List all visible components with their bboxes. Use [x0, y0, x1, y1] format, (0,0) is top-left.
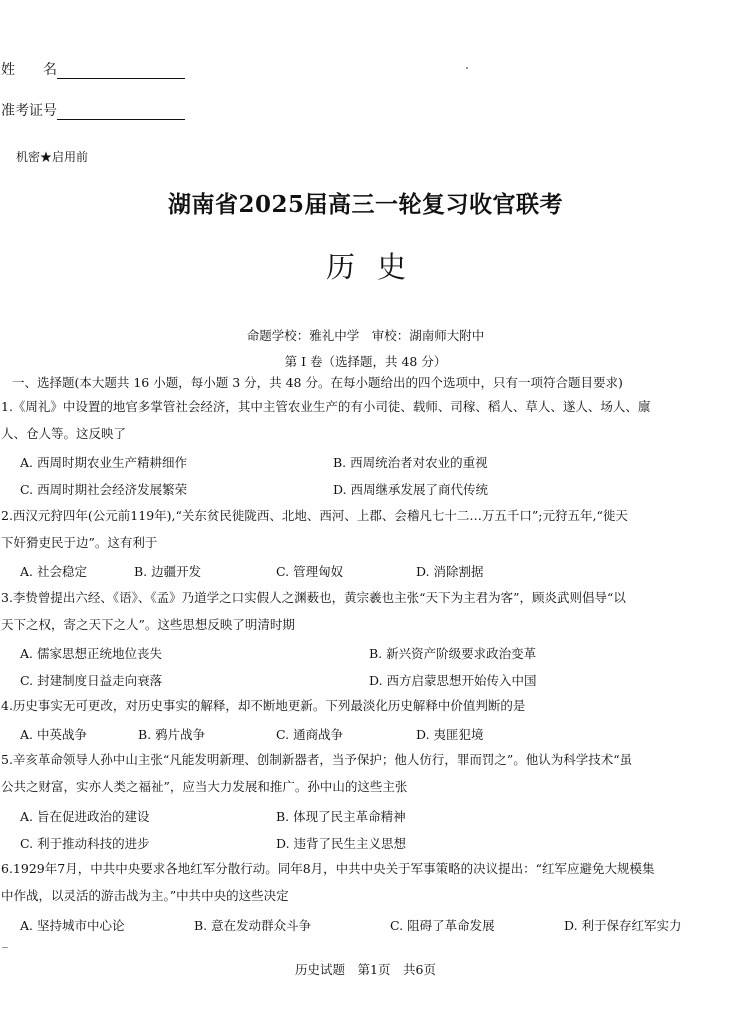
question-1-line-1: 1.《周礼》中设置的地官多掌管社会经济，其中主管农业生产的有小司徒、载师、司稼、稻人、草人、遂人、场人、廪 — [1, 399, 651, 414]
question-2-option-b[interactable]: B. 边疆开发 — [134, 564, 202, 579]
exam-id-field-row — [1, 100, 185, 120]
question-2-option-c[interactable]: C. 管理匈奴 — [276, 564, 344, 579]
question-5-option-d[interactable]: D. 违背了民生主义思想 — [276, 836, 407, 851]
question-2-option-d[interactable]: D. 消除割据 — [416, 564, 484, 579]
secret-label: 机密★启用前 — [16, 150, 89, 164]
exam-id-input-line[interactable] — [57, 119, 185, 120]
question-1-option-c[interactable]: C. 西周时期社会经济发展繁荣 — [20, 482, 188, 497]
question-3-option-b[interactable]: B. 新兴资产阶级要求政治变革 — [369, 646, 537, 661]
question-5-option-b[interactable]: B. 体现了民主革命精神 — [276, 809, 406, 824]
question-5-line-2: 公共之财富，实亦人类之福祉”，应当大力发展和推广。孙中山的这些主张 — [1, 779, 408, 794]
authors-line: 命题学校：雅礼中学 审校：湖南师大附中 — [246, 328, 485, 343]
question-6-option-c[interactable]: C. 阻碍了革命发展 — [390, 918, 495, 933]
question-3-option-a[interactable]: A. 儒家思想正统地位丧失 — [20, 646, 162, 661]
section-title: 第 I 卷（选择题，共 48 分） — [284, 354, 447, 369]
question-1-option-b[interactable]: B. 西周统治者对农业的重视 — [333, 455, 488, 470]
question-6-option-b[interactable]: B. 意在发动群众斗争 — [194, 918, 312, 933]
exam-id-label: 准考证号 — [1, 103, 57, 119]
question-3-line-1: 3.李贽曾提出六经、《语》、《孟》乃道学之口实假人之渊薮也，黄宗羲也主张“天下为主君为客”，顾炎武则倡导“以 — [1, 590, 626, 605]
question-6-option-a[interactable]: A. 坚持城市中心论 — [20, 918, 125, 933]
question-3-option-d[interactable]: D. 西方启蒙思想开始传入中国 — [369, 673, 537, 688]
question-1-option-a[interactable]: A. 西周时期农业生产精耕细作 — [20, 455, 187, 470]
question-6-line-2: 中作战，以灵活的游击战为主。”中共中央的这些决定 — [1, 888, 289, 903]
question-5-option-a[interactable]: A. 旨在促进政治的建设 — [20, 809, 150, 824]
name-field-row — [1, 59, 185, 79]
question-3-option-c[interactable]: C. 封建制度日益走向衰落 — [20, 673, 163, 688]
stray-dot — [466, 67, 468, 69]
question-5-option-c[interactable]: C. 利于推动科技的进步 — [20, 836, 150, 851]
subject-title: 历史 — [326, 250, 429, 284]
margin-mark — [2, 947, 8, 948]
question-4-option-b[interactable]: B. 鸦片战争 — [138, 727, 206, 742]
question-1-option-d[interactable]: D. 西周继承发展了商代传统 — [333, 482, 489, 497]
question-2-line-2: 下奸猾吏民于边”。这有利于 — [1, 535, 158, 550]
question-4-option-d[interactable]: D. 夷匪犯境 — [416, 727, 484, 742]
question-1-line-2: 人、仓人等。这反映了 — [1, 426, 127, 441]
question-3-line-2: 天下之权，寄之天下之人”。这些思想反映了明清时期 — [1, 617, 295, 632]
exam-title: 湖南省2025届高三一轮复习收官联考 — [167, 191, 563, 218]
question-5-line-1: 5.辛亥革命领导人孙中山主张“凡能发明新理、创制新器者，当予保护；他人仿行，罪而罚之”。他认为科学技术“虽 — [1, 752, 633, 767]
question-2-line-1: 2.西汉元狩四年(公元前119年),“关东贫民徙陇西、北地、西河、上郡、会稽凡七十二…万五千口”;元狩五年,“徙天 — [1, 508, 628, 523]
name-input-line[interactable] — [57, 78, 185, 79]
question-2-option-a[interactable]: A. 社会稳定 — [20, 564, 87, 579]
question-4-option-c[interactable]: C. 通商战争 — [276, 727, 344, 742]
name-label: 姓 名 — [1, 62, 57, 78]
section-instruction: 一、选择题(本大题共 16 小题，每小题 3 分，共 48 分。在每小题给出的四个选项中，只有一项符合题目要求) — [12, 375, 623, 390]
question-4-line-1: 4.历史事实无可更改，对历史事实的解释，却不断地更新。下列最淡化历史解释中价值判断的是 — [1, 698, 526, 713]
question-6-line-1: 6.1929年7月，中共中央要求各地红军分散行动。同年8月，中共中央关于军事策略的决议提出：“红军应避免大规模集 — [1, 861, 655, 876]
question-4-option-a[interactable]: A. 中英战争 — [20, 727, 87, 742]
question-6-option-d[interactable]: D. 利于保存红军实力 — [564, 918, 682, 933]
page-footer: 历史试题 第1页 共6页 — [295, 962, 436, 977]
